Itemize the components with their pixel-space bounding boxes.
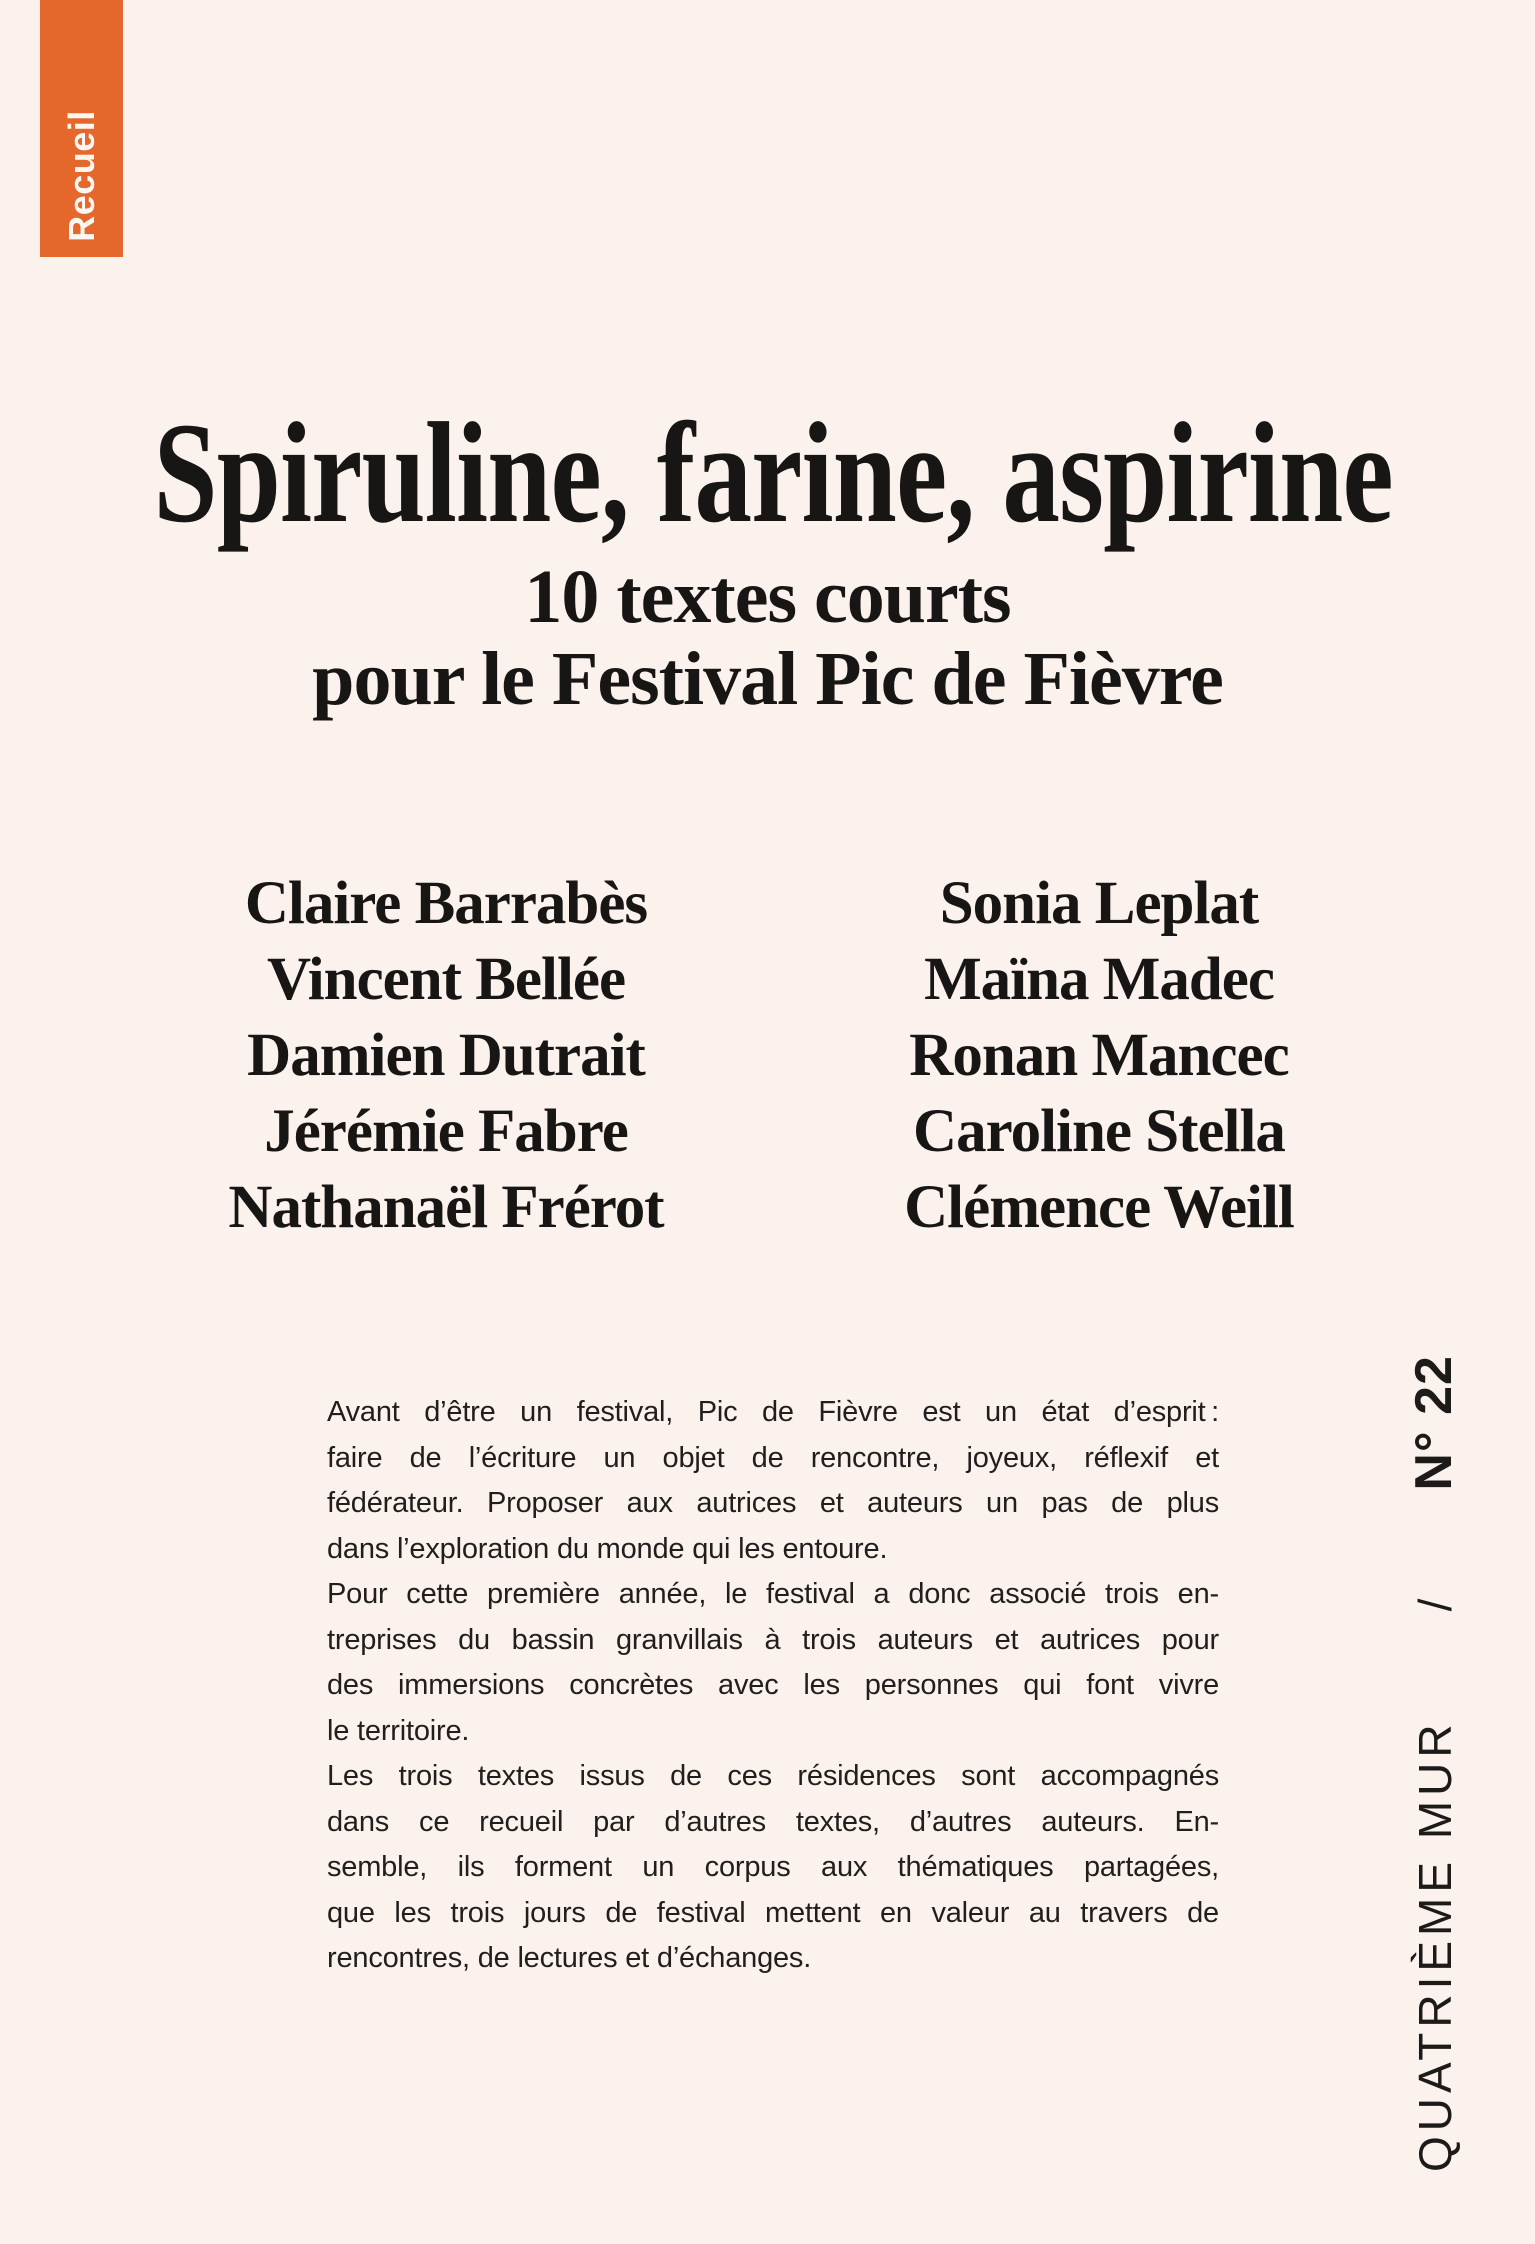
intro-line: treprises du bassin granvillais à trois auteurs et autrices pour [327,1623,1219,1656]
book-subtitle [0,556,1535,720]
intro-line: rencontres, de lectures et d’échanges. [327,1942,812,1974]
recueil-tab [40,0,123,257]
intro-line: dans l’exploration du monde qui les entoure. [327,1532,888,1565]
subtitle-line: pour le Festival Pic de Fièvre [312,637,1223,721]
intro-line: que les trois jours de festival mettent en valeur au travers de [327,1896,1219,1929]
intro-line: dans ce recueil par d’autres textes, d’autres auteurs. En- [327,1805,1219,1838]
issue-number: N° 22 [1405,1355,1463,1491]
author-name: Jérémie Fabre [264,1098,628,1165]
authors-column-right [812,866,1386,1246]
author-name: Nathanaël Frérot [228,1174,664,1241]
intro-line: semble, ils forment un corpus aux thématiques partagées, [327,1851,1219,1883]
intro-line: Avant d’être un festival, Pic de Fièvre est un état d’esprit : [327,1396,1219,1428]
intro-line: le territoire. [327,1714,470,1747]
intro-line: faire de l’écriture un objet de rencontre, joyeux, réflexif et [327,1441,1219,1474]
intro-line: des immersions concrètes avec les personnes qui font vivre [327,1669,1219,1701]
intro-paragraph-3 [327,1754,1219,1982]
intro-paragraph-2 [327,1572,1219,1754]
book-title: Spiruline, farine, aspirine [153,394,1393,553]
author-name: Sonia Leplat [939,870,1259,937]
author-name: Damien Dutrait [247,1022,645,1089]
author-name: Ronan Mancec [909,1022,1289,1089]
author-name: Claire Barrabès [244,870,648,937]
intro-line: fédérateur. Proposer aux autrices et auteurs un pas de plus [327,1487,1219,1519]
intro-line: Les trois textes issus de ces résidences sont accompagnés [327,1760,1219,1792]
collection-sidebar-text [1404,1355,1466,2172]
author-name: Clémence Weill [904,1174,1294,1241]
collection-name: QUATRIÈME MUR [1409,1719,1461,2172]
intro-paragraph-1 [327,1390,1219,1572]
authors-column-left [150,866,742,1246]
intro-text [327,1390,1219,1982]
author-name: Caroline Stella [913,1098,1285,1165]
title-block [0,394,1535,721]
collection-separator: / [1409,1598,1461,1612]
intro-line: Pour cette première année, le festival a donc associé trois en- [327,1578,1219,1610]
recueil-tab-label: Recueil [60,110,102,242]
author-name: Maïna Madec [924,946,1274,1013]
author-name: Vincent Bellée [266,946,626,1013]
subtitle-line: 10 textes courts [524,555,1011,639]
